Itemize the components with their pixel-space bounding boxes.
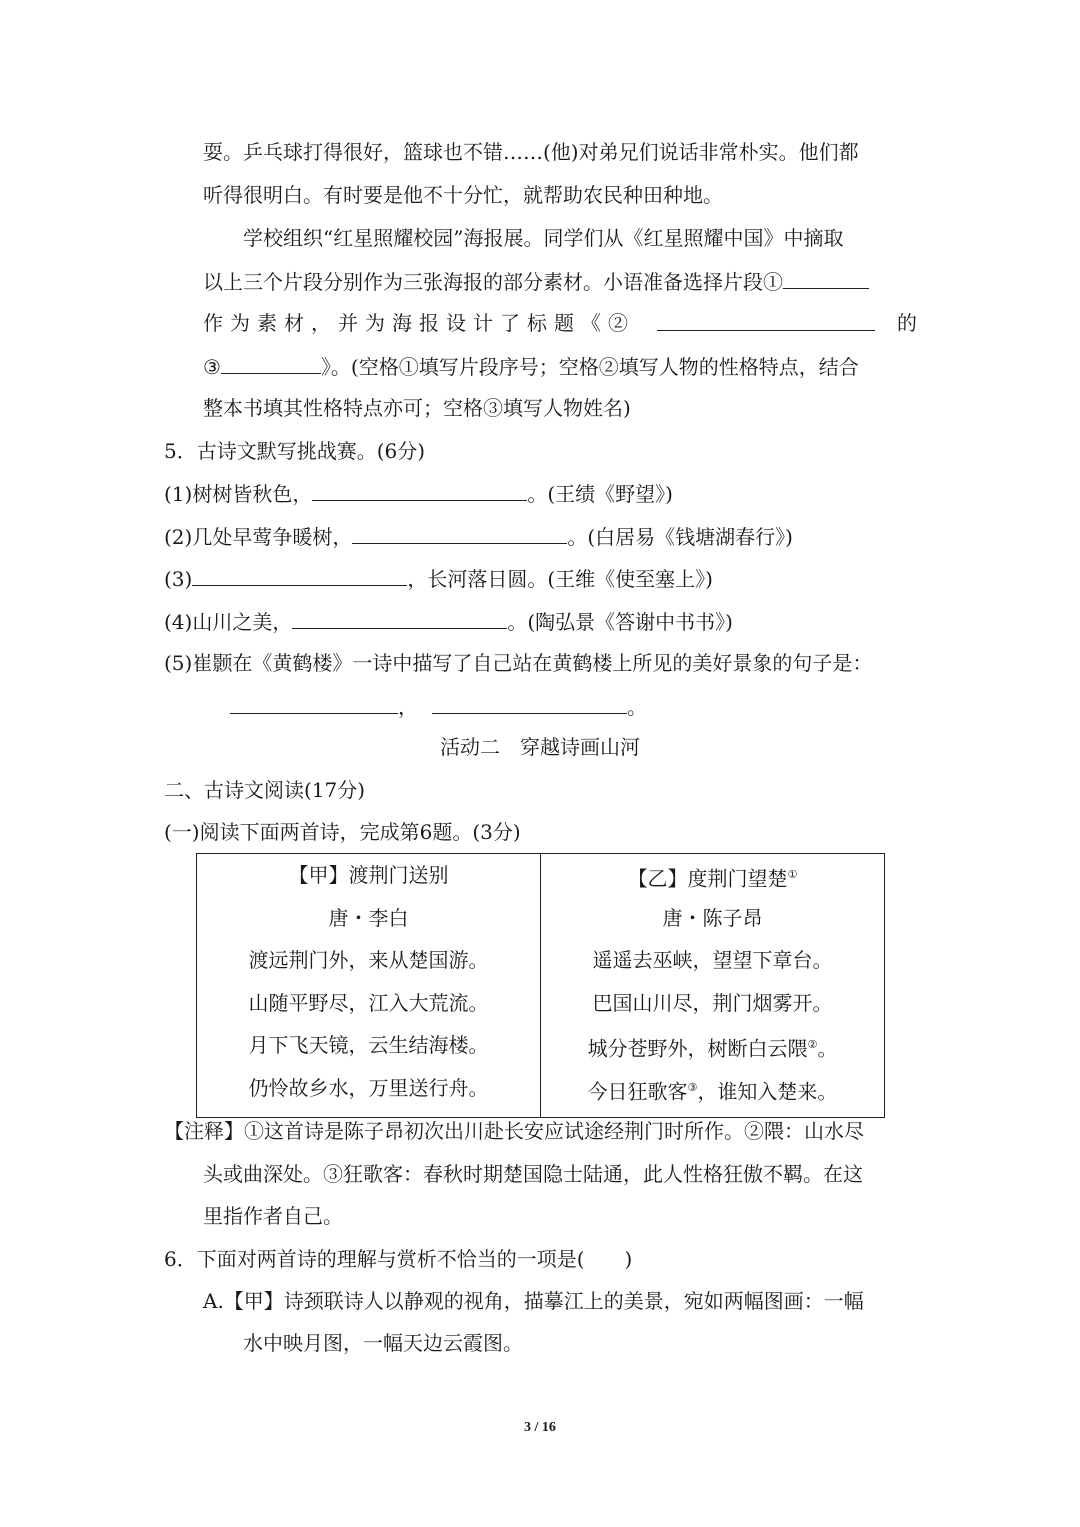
- answer-blank[interactable]: [192, 565, 407, 586]
- answer-blank[interactable]: [432, 693, 627, 714]
- answer-blank[interactable]: [292, 608, 507, 629]
- text-line: 耍。乒乓球打得很好，篮球也不错……(他)对弟兄们说话非常朴实。他们都: [203, 140, 859, 164]
- text-line: ③ 》。(空格①填写片段序号；空格②填写人物的性格特点，结合: [203, 355, 859, 379]
- question-6-stem: 6．下面对两首诗的理解与赏析不恰当的一项是( ): [164, 1247, 633, 1271]
- notes-line: 头或曲深处。③狂歌客：春秋时期楚国隐士陆通，此人性格狂傲不羁。在这: [203, 1162, 863, 1186]
- text-line: 学校组织“红星照耀校园”海报展。同学们从《红星照耀中国》中摘取: [243, 226, 844, 250]
- answer-blank[interactable]: [352, 523, 567, 544]
- q5-item-5-blanks: ， 。: [230, 693, 647, 720]
- poem-a: [197, 854, 541, 1118]
- poem-author: 唐・陈子昂: [662, 905, 763, 930]
- answer-blank-2[interactable]: [657, 310, 875, 331]
- notes-line: 【注释】①这首诗是陈子昂初次出川赴长安应试途经荆门时所作。②隈：山水尽: [164, 1119, 864, 1143]
- poem-b: [541, 854, 885, 1118]
- q5-item-2: (2)几处早莺争暖树， 。(白居易《钱塘湖春行》): [164, 525, 793, 549]
- text-line: 作为素材，并为海报设计了标题《② 的: [203, 311, 917, 335]
- poem-line: 今日狂歌客③，谁知入楚来。: [587, 1079, 838, 1104]
- poem-title: 【甲】渡荆门送别: [288, 863, 449, 887]
- answer-blank-3[interactable]: [221, 353, 321, 374]
- poem-author: 唐・李白: [328, 905, 409, 930]
- poem-title: 【乙】度荆门望楚①: [627, 866, 798, 891]
- q5-item-3: (3) ，长河落日圆。(王维《使至塞上》): [164, 567, 713, 591]
- answer-blank[interactable]: [312, 480, 527, 501]
- q5-item-1: (1)树树皆秋色， 。(王绩《野望》): [164, 482, 673, 506]
- q5-item-4: (4)山川之美， 。(陶弘景《答谢中书书》): [164, 610, 733, 634]
- poem-line: 月下飞天镜，云生结海楼。: [248, 1033, 489, 1057]
- poem-line: 遥遥去巫峡，望望下章台。: [592, 948, 833, 972]
- poem-line: 山随平野尽，江入大荒流。: [248, 990, 489, 1015]
- poem-line: 仍怜故乡水，万里送行舟。: [248, 1075, 489, 1100]
- section-title: 二、古诗文阅读(17分): [164, 778, 366, 802]
- q5-item-5: (5)崔颢在《黄鹤楼》一诗中描写了自己站在黄鹤楼上所见的美好景象的句子是：: [164, 651, 873, 675]
- page-number: 3 / 16: [524, 1420, 556, 1435]
- option-a: A.【甲】诗颈联诗人以静观的视角，描摹江上的美景，宛如两幅图画：一幅: [203, 1289, 864, 1313]
- text-line: 整本书填其性格特点亦可；空格③填写人物姓名): [203, 396, 631, 420]
- notes-line: 里指作者自己。: [203, 1204, 343, 1228]
- answer-blank-1[interactable]: [783, 268, 869, 289]
- text-line: 听得很明白。有时要是他不十分忙，就帮助农民种田种地。: [203, 183, 723, 207]
- poem-table: [196, 853, 885, 1118]
- answer-blank[interactable]: [230, 693, 398, 714]
- text-line: 以上三个片段分别作为三张海报的部分素材。小语准备选择片段①: [203, 268, 869, 295]
- subsection-title: (一)阅读下面两首诗，完成第6题。(3分): [164, 820, 521, 844]
- poem-line: 城分苍野外，树断白云隈②。: [587, 1036, 838, 1061]
- poem-line: 巴国山川尽，荆门烟雾开。: [592, 990, 833, 1015]
- poem-line: 渡远荆门外，来从楚国游。: [248, 948, 489, 972]
- question-5-title: 5．古诗文默写挑战赛。(6分): [164, 439, 426, 463]
- option-a-cont: 水中映月图，一幅天边云霞图。: [243, 1331, 523, 1355]
- activity-title: 活动二 穿越诗画山河: [440, 735, 640, 759]
